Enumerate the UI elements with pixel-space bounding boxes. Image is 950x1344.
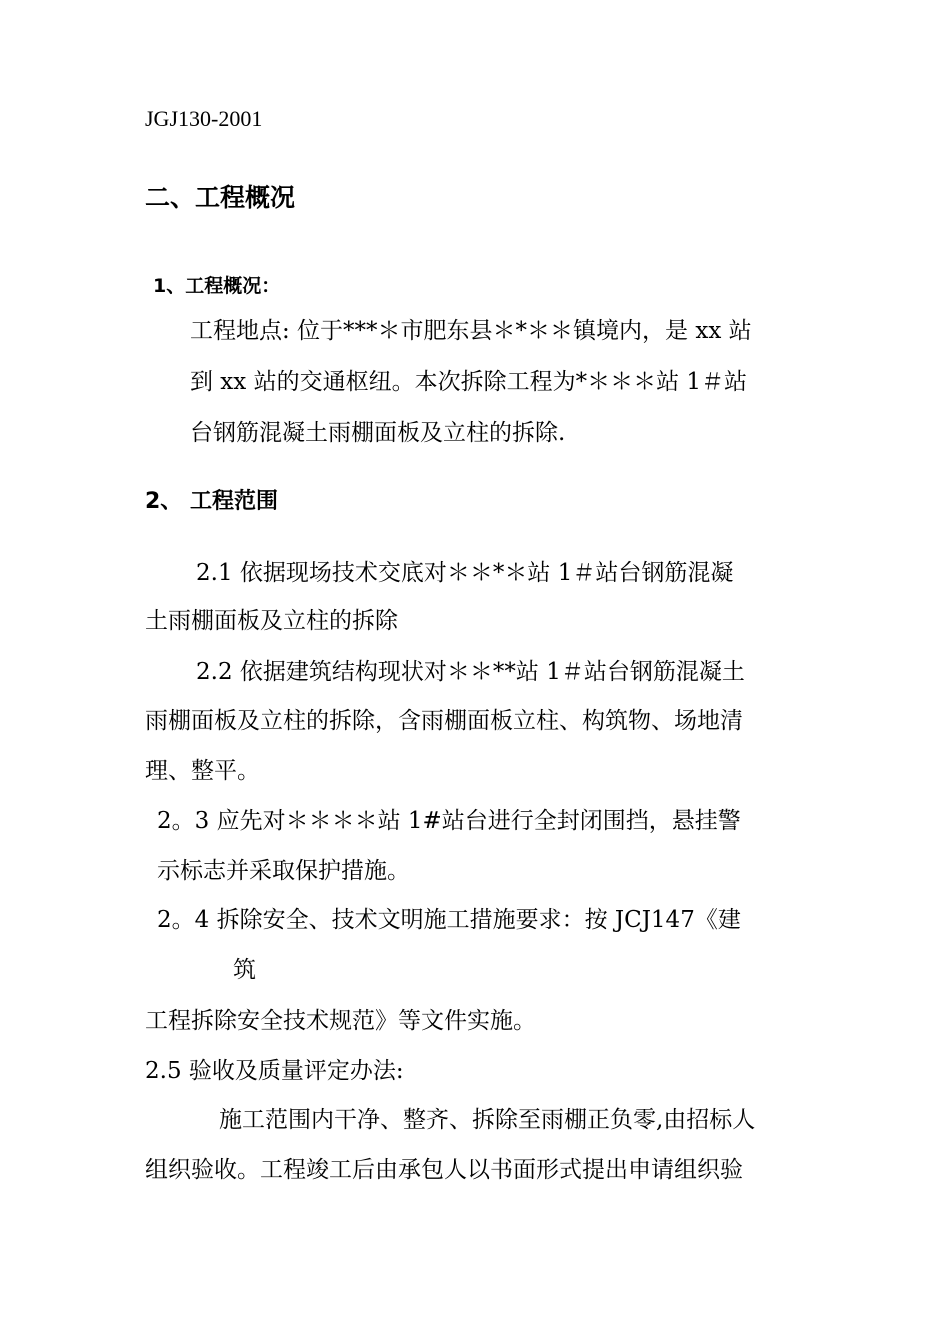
item-2-5-line: 施工范围内干净、整齐、拆除至雨棚正负零,由招标人 <box>219 1107 756 1133</box>
subsection-1-heading: 1、工程概况： <box>153 275 281 297</box>
section-title: 二、工程概况 <box>145 183 296 212</box>
item-2-4-line: 2。4 拆除安全、技术文明施工措施要求：按 JCJ147《建 <box>157 907 741 933</box>
subsection-2-heading: 2、 工程范围 <box>145 489 278 514</box>
item-2-4-line: 工程拆除安全技术规范》等文件实施。 <box>145 1008 536 1034</box>
item-2-1-line: 2.1 依据现场技术交底对＊＊*＊站 1＃站台钢筋混凝 <box>196 560 734 586</box>
item-2-5-heading: 2.5 验收及质量评定办法: <box>145 1058 404 1084</box>
item-2-2-line: 雨棚面板及立柱的拆除，含雨棚面板立柱、构筑物、场地清 <box>145 708 743 734</box>
paragraph-line: 台钢筋混凝土雨棚面板及立柱的拆除. <box>190 420 566 446</box>
item-2-1-line: 土雨棚面板及立柱的拆除 <box>145 608 398 634</box>
standard-code: JGJ130-2001 <box>145 106 263 131</box>
item-2-5-line: 组织验收。工程竣工后由承包人以书面形式提出申请组织验 <box>145 1157 743 1183</box>
paragraph-line: 到 xx 站的交通枢纽。本次拆除工程为*＊＊＊站 1＃站 <box>190 369 748 395</box>
item-2-2-line: 理、整平。 <box>145 758 260 784</box>
paragraph-line: 工程地点: 位于***＊市肥东县＊*＊＊镇境内，是 xx 站 <box>190 318 752 344</box>
item-2-3-line: 2。3 应先对＊＊＊＊站 1#站台进行全封闭围挡，悬挂警 <box>157 808 741 834</box>
item-2-3-line: 示标志并采取保护措施。 <box>157 858 410 884</box>
item-2-4-line: 筑 <box>233 957 256 983</box>
item-2-2-line: 2.2 依据建筑结构现状对＊＊**站 1＃站台钢筋混凝土 <box>196 659 745 685</box>
